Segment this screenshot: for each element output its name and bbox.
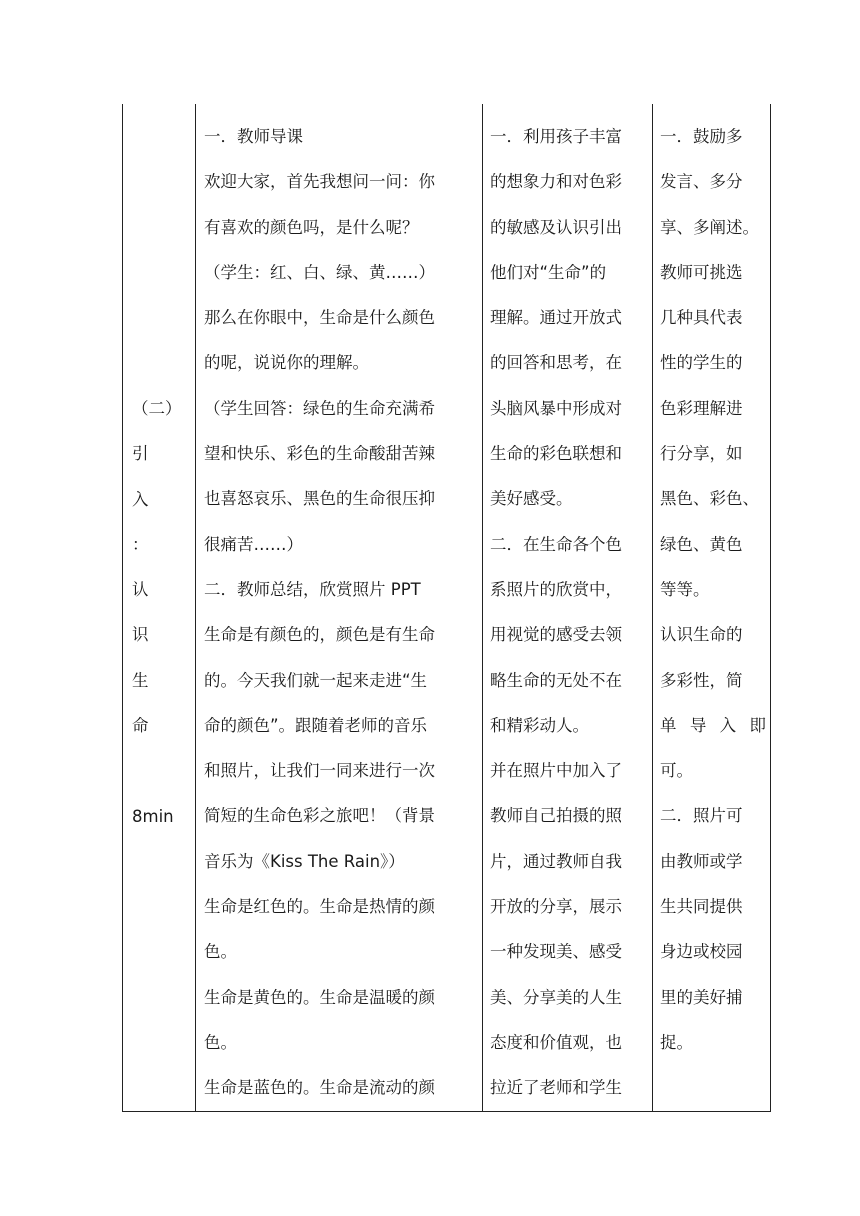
intent-line: 的想象力和对色彩 xyxy=(490,172,622,192)
intent-line: 头脑风暴中形成对 xyxy=(490,398,622,418)
intent-line: 的回答和思考，在 xyxy=(490,353,622,373)
notes-line: 绿色、黄色 xyxy=(660,534,743,554)
process-line: 生命是红色的。生命是热情的颜 xyxy=(204,897,435,917)
intent-line: 和精彩动人。 xyxy=(490,715,589,735)
process-line: 生命是有颜色的，颜色是有生命 xyxy=(204,625,435,645)
intent-line: 生命的彩色联想和 xyxy=(490,444,622,464)
process-line: 生命是黄色的。生命是温暖的颜 xyxy=(204,987,435,1007)
stage-cell xyxy=(123,104,196,1111)
process-line: 也喜怒哀乐、黑色的生命很压抑 xyxy=(204,489,435,509)
notes-line: 里的美好捕 xyxy=(660,987,743,1007)
intent-line: 略生命的无处不在 xyxy=(490,670,622,690)
notes-line: 发言、多分 xyxy=(660,172,743,192)
stage-line: ： xyxy=(132,534,149,554)
notes-line: 可。 xyxy=(660,761,693,781)
process-line: 一．教师导课 xyxy=(204,127,303,146)
notes-line: 认识生命的 xyxy=(660,625,743,645)
process-line: 欢迎大家，首先我想问一问：你 xyxy=(204,172,435,192)
process-line: 很痛苦……） xyxy=(204,534,303,554)
lesson-plan-table xyxy=(122,104,771,1112)
process-line: 生命是蓝色的。生命是流动的颜 xyxy=(204,1078,435,1098)
process-line: 那么在你眼中，生命是什么颜色 xyxy=(204,308,435,328)
intent-line: 态度和价值观，也 xyxy=(490,1032,622,1052)
intent-line: 系照片的欣赏中， xyxy=(490,579,622,599)
intent-line: 美好感受。 xyxy=(490,489,573,509)
stage-text xyxy=(123,104,195,839)
stage-line: 认 xyxy=(132,580,149,600)
notes-line: 一．鼓励多 xyxy=(660,127,743,146)
teaching-process-cell xyxy=(196,104,483,1111)
stage-line: 生 xyxy=(132,670,149,690)
notes-line: 几种具代表 xyxy=(660,308,743,328)
notes-line: 捉。 xyxy=(660,1032,693,1052)
notes-line: 黑色、彩色、 xyxy=(660,489,759,509)
intent-line: 用视觉的感受去领 xyxy=(490,625,622,645)
process-line: 简短的生命色彩之旅吧！（背景 xyxy=(204,806,435,826)
stage-line: 入 xyxy=(132,489,149,509)
notes-line: 享、多阐述。 xyxy=(660,217,759,237)
notes-cell xyxy=(653,104,771,1111)
process-line: 的。今天我们就一起来走进“生 xyxy=(204,670,428,690)
notes-line: 行分享，如 xyxy=(660,444,743,464)
intent-line: 片，通过教师自我 xyxy=(490,851,622,871)
process-line: 命的颜色”。跟随着老师的音乐 xyxy=(204,715,428,735)
intent-line: 理解。通过开放式 xyxy=(490,308,622,328)
stage-line: 命 xyxy=(132,716,149,736)
notes-line: 多彩性，简 xyxy=(660,670,743,690)
process-line: 有喜欢的颜色吗，是什么呢？ xyxy=(204,217,419,237)
process-line: （学生：红、白、绿、黄……） xyxy=(204,262,435,282)
intent-line: 二．在生命各个色 xyxy=(490,534,622,554)
notes-line: 二．照片可 xyxy=(660,806,743,826)
notes-line: 等等。 xyxy=(660,579,710,599)
intent-line: 开放的分享，展示 xyxy=(490,897,622,917)
stage-line: 识 xyxy=(132,625,149,645)
process-line: 色。 xyxy=(204,1032,237,1052)
design-intent-text xyxy=(483,104,652,1111)
notes-line: 单导入即 xyxy=(660,715,766,735)
stage-duration: 8min xyxy=(132,806,174,826)
notes-line: 色彩理解进 xyxy=(660,398,743,418)
notes-line: 身边或校园 xyxy=(660,942,743,962)
stage-line: （二） xyxy=(132,399,182,418)
stage-line xyxy=(132,748,195,793)
notes-line: 教师可挑选 xyxy=(660,262,743,282)
intent-line: 一．利用孩子丰富 xyxy=(490,127,622,146)
stage-line: 引 xyxy=(132,444,149,464)
intent-line: 美、分享美的人生 xyxy=(490,987,622,1007)
process-line: 色。 xyxy=(204,942,237,962)
notes-line: 性的学生的 xyxy=(660,353,743,373)
intent-line: 教师自己拍摄的照 xyxy=(490,806,622,826)
notes-line: 生共同提供 xyxy=(660,897,743,917)
process-line: 的呢，说说你的理解。 xyxy=(204,353,369,373)
teaching-process-text xyxy=(196,104,482,1111)
table-row xyxy=(123,104,771,1111)
intent-line: 的敏感及认识引出 xyxy=(490,217,622,237)
design-intent-cell xyxy=(483,104,653,1111)
process-line: （学生回答：绿色的生命充满希 xyxy=(204,398,435,418)
notes-line: 由教师或学 xyxy=(660,851,743,871)
intent-line: 一种发现美、感受 xyxy=(490,942,622,962)
intent-line: 并在照片中加入了 xyxy=(490,761,622,781)
notes-text xyxy=(653,104,770,1065)
process-line: 二．教师总结，欣赏照片 PPT xyxy=(204,579,421,599)
process-line: 音乐为《Kiss The Rain》） xyxy=(204,851,405,871)
process-line: 望和快乐、彩色的生命酸甜苦辣 xyxy=(204,444,435,464)
intent-line: 拉近了老师和学生 xyxy=(490,1078,622,1098)
process-line: 和照片，让我们一同来进行一次 xyxy=(204,761,435,781)
intent-line: 他们对“生命”的 xyxy=(490,262,607,282)
